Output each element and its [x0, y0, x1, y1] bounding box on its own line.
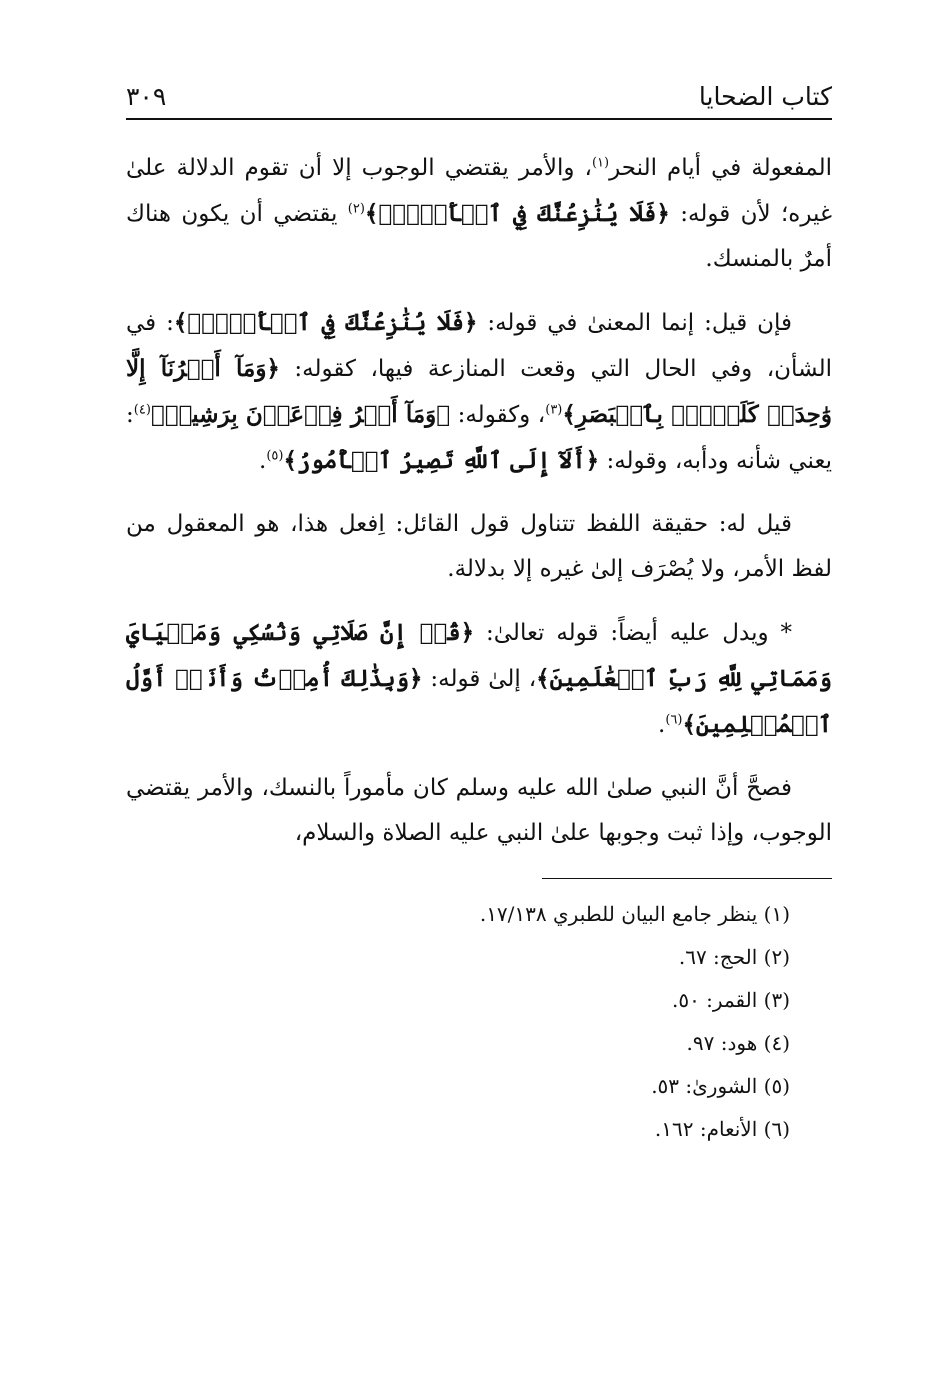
- footnote-6: (٦) الأنعام: ١٦٢.: [654, 1117, 790, 1141]
- paragraph-3: قيل له: حقيقة اللفظ تتناول قول القائل: اِفعل هذا، هو المعقول من لفظ الأمر، ولا يُصْرَف إلىٰ غيره إلا بدلالة.: [126, 511, 832, 582]
- footnote-ref-3: (٣): [545, 402, 563, 418]
- quran-verse: ﴿فَلَا يُنَٰزِعُنَّكَ فِي ٱلۡأَمۡرِۚ﴾: [364, 200, 670, 227]
- text-segment: ، وكقوله:: [450, 402, 546, 428]
- text-segment: ، والأمر يقتضي الوجوب إلا أن تقوم الدلالة علىٰ غيره؛ لأن قوله:: [126, 155, 832, 227]
- footnote-ref-6: (٦): [665, 712, 683, 728]
- footnote-5: (٥) الشوریٰ: ٥٣.: [651, 1074, 790, 1098]
- text-segment: يقتضي أن يكون هناك أمرٌ بالمنسك.: [126, 201, 832, 272]
- quran-verse: ﴿وَمَآ أَمۡرُنَآ إِلَّا وَٰحِدَةٞ كَلَمۡحِۭ بِٱلۡبَصَرِ﴾: [126, 355, 832, 428]
- footnote-2: (٢) الحج: ٦٧.: [678, 945, 790, 969]
- footnote-ref-2: (٢): [347, 201, 365, 217]
- footnotes: [126, 893, 832, 1151]
- paragraph-2: [126, 300, 832, 484]
- text-segment: ، إلىٰ قوله:: [422, 666, 537, 692]
- page-header: [126, 74, 832, 120]
- footnote-ref-1: (١): [591, 155, 610, 171]
- text-segment: * ويدل عليه أيضاً: قوله تعالىٰ:: [474, 620, 792, 646]
- quran-verse: ﴿قُلۡ إِنَّ صَلَاتِي وَنُسُكِي وَمَحۡيَايَ وَمَمَاتِي لِلَّهِ رَبِّ ٱلۡعَٰلَمِينَ﴾: [126, 619, 833, 692]
- quran-verse: ﴿وَمَآ أَمۡرُ فِرۡعَوۡنَ بِرَشِيدٖ﴾: [150, 401, 451, 428]
- footnote-ref-5: (٥): [266, 448, 284, 464]
- text-segment: : في الشأن، وفي الحال التي وقعت المنازعة فيها، كقوله:: [126, 310, 832, 382]
- text-segment: : يعني شأنه ودأبه، وقوله:: [126, 402, 832, 474]
- footnote-4: (٤) هود: ٩٧.: [686, 1031, 790, 1055]
- footnote-1: (١) ينظر جامع البيان للطبري ١٧/١٣٨.: [479, 902, 790, 926]
- text-segment: .: [658, 712, 666, 738]
- page-number: ٣٠٩: [126, 82, 167, 111]
- paragraph-4: [126, 610, 832, 748]
- text-segment: .: [259, 448, 267, 474]
- footnote-separator: [542, 878, 832, 879]
- quran-verse: ﴿أَلَآ إِلَى ٱللَّهِ تَصِيرُ ٱلۡأُمُورُ﴾: [283, 447, 600, 474]
- text-segment: المفعولة في أيام النحر: [609, 155, 832, 181]
- paragraph-5: فصحَّ أنَّ النبي صلىٰ الله عليه وسلم كان مأموراً بالنسك، والأمر يقتضي الوجوب، وإذا ثبت وجوبها علىٰ النبي عليه الصلاة والسلام،: [126, 775, 832, 846]
- text-segment: فإن قيل: إنما المعنىٰ في قوله:: [477, 310, 792, 336]
- footnote-ref-4: (٤): [133, 402, 151, 418]
- running-title: كتاب الضحايا: [698, 82, 832, 111]
- quran-verse: ﴿فَلَا يُنَٰزِعُنَّكَ فِي ٱلۡأَمۡرِۚ﴾: [173, 309, 478, 336]
- main-text: [126, 146, 832, 856]
- paragraph-1: [126, 146, 832, 282]
- book-page: [126, 74, 832, 1151]
- quran-verse: ﴿وَبِذَٰلِكَ أُمِرۡتُ وَأَنَا۠ أَوَّلُ ٱلۡمُسۡلِمِينَ﴾: [126, 665, 832, 738]
- footnote-3: (٣) القمر: ٥٠.: [671, 988, 790, 1012]
